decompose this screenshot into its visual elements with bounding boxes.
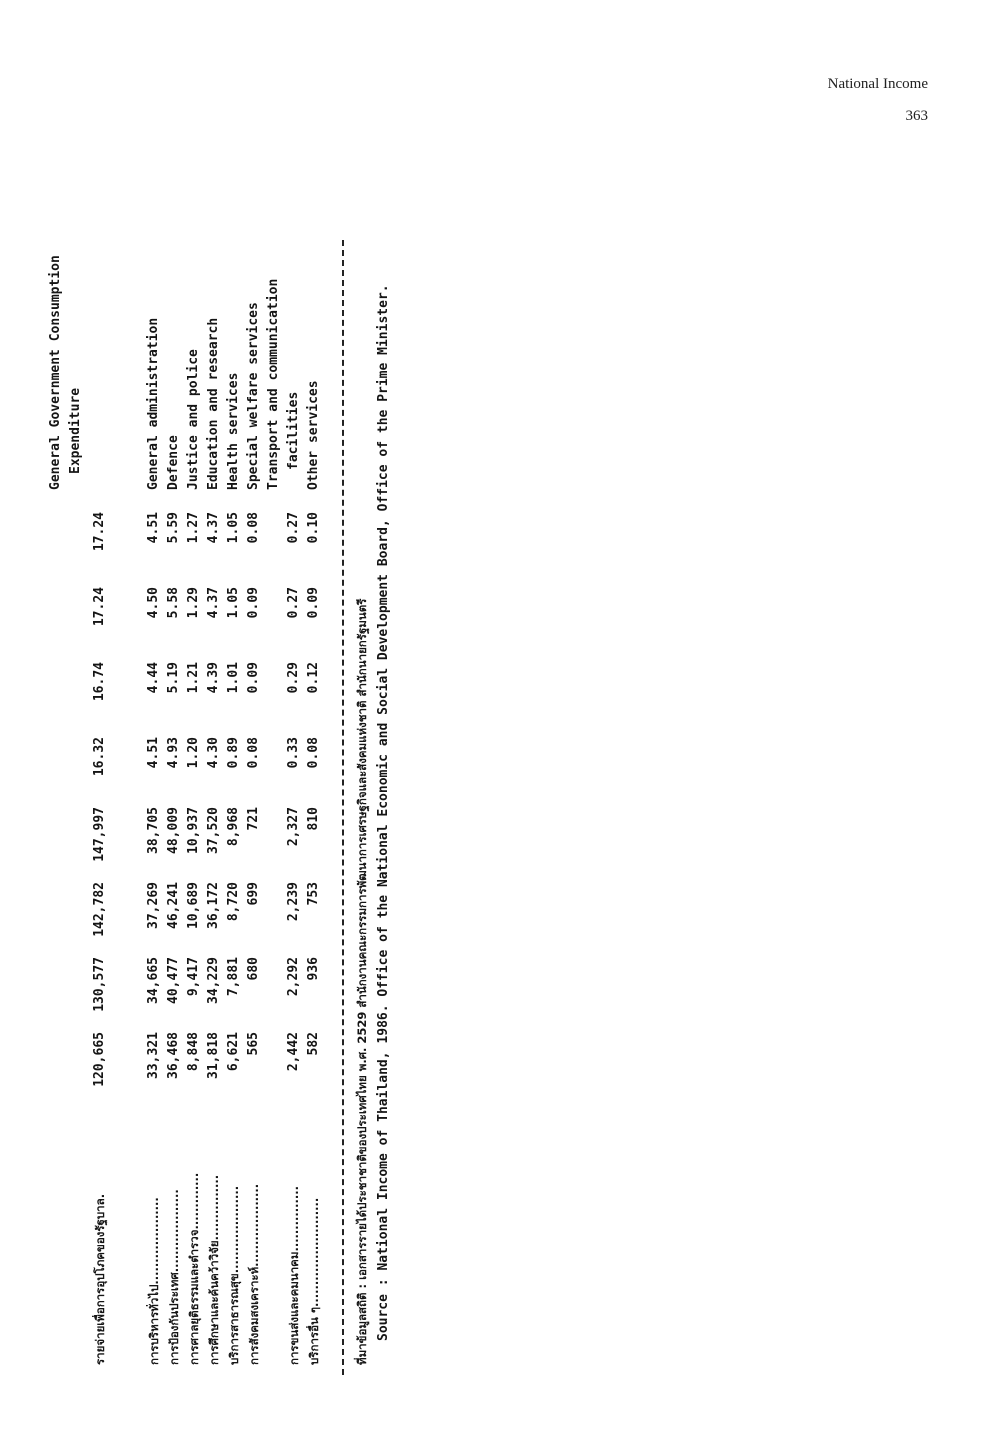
cell: 1.21: [186, 662, 201, 694]
rotated-table: [48, 230, 490, 1365]
cell: 142,782: [92, 882, 107, 937]
cell: 0.89: [226, 737, 241, 769]
cell: 2,327: [286, 807, 301, 847]
cell: 34,665: [146, 957, 161, 1004]
row-label-english: Other services: [306, 380, 321, 490]
table-row: [186, 230, 206, 1365]
table-row-other: [306, 230, 326, 1365]
cell: 699: [246, 882, 261, 906]
cell: 147,997: [92, 807, 107, 862]
cell: 34,229: [206, 957, 221, 1004]
cell: 582: [306, 1032, 321, 1056]
cell: 8,720: [226, 882, 241, 922]
cell: 2,442: [286, 1032, 301, 1072]
cell: 0.08: [246, 512, 261, 544]
cell: 5.58: [166, 587, 181, 619]
cell: 7,881: [226, 957, 241, 997]
cell: 1.05: [226, 587, 241, 619]
footnote-thai: ที่มาข้อมูลสถิติ : เอกสารรายได้ประชาชาติของประเทศไทย พ.ศ. 2529 สำนักงานคณะกรรมการพัฒนาการเศรษฐกิจและสังคมแห่งชาติ สำนักนายกรัฐมนตรี: [355, 598, 369, 1365]
page-number: 363: [905, 108, 928, 124]
cell: 936: [306, 957, 321, 981]
cell: 0.09: [306, 587, 321, 619]
cell: 810: [306, 807, 321, 831]
cell: 4.39: [206, 662, 221, 694]
cell: 0.27: [286, 587, 301, 619]
table-row: [146, 230, 166, 1365]
table-row: [206, 230, 226, 1365]
cell: 0.33: [286, 737, 301, 769]
cell: 5.59: [166, 512, 181, 544]
row-label-thai: รายจ่ายเพื่อการอุปโภคของรัฐบาล.: [93, 1193, 107, 1365]
row-label-thai: บริการอื่น ๆ.........................: [307, 1197, 321, 1365]
row-label-thai: การป้องกันประเทศ...................: [167, 1189, 181, 1365]
cell: 17.24: [92, 587, 107, 627]
row-label-thai: การศึกษาและค้นคว้าวิจัย...............: [207, 1174, 221, 1365]
table-row-transport: [286, 230, 306, 1365]
cell: 4.30: [206, 737, 221, 769]
cell: 2,239: [286, 882, 301, 922]
table-row: [226, 230, 246, 1365]
row-label-thai: การศาลยุติธรรมและตำรวจ.............: [187, 1172, 201, 1365]
cell: 0.12: [306, 662, 321, 694]
row-label-english: General administration: [146, 317, 161, 490]
cell: 120,665: [92, 1032, 107, 1087]
cell: 4.93: [166, 737, 181, 769]
cell: 753: [306, 882, 321, 906]
cell: 37,520: [206, 807, 221, 854]
cell: 48,009: [166, 807, 181, 854]
cell: 680: [246, 957, 261, 981]
cell: 0.10: [306, 512, 321, 544]
table-bottom-rule: [342, 240, 344, 1375]
cell: 1.29: [186, 587, 201, 619]
row-label-thai: การบริหารทั่วไป....................: [147, 1197, 161, 1365]
cell: 0.08: [246, 737, 261, 769]
cell: 17.24: [92, 512, 107, 552]
cell: 36,468: [166, 1032, 181, 1079]
cell: 10,937: [186, 807, 201, 854]
cell: 6,621: [226, 1032, 241, 1072]
table-header-english: [46, 200, 86, 490]
row-label-english: Justice and police: [186, 349, 201, 490]
cell: 10,689: [186, 882, 201, 929]
cell: 31,818: [206, 1032, 221, 1079]
cell: 4.51: [146, 737, 161, 769]
cell: 40,477: [166, 957, 181, 1004]
cell: 0.09: [246, 662, 261, 694]
cell: 4.37: [206, 512, 221, 544]
cell: 1.20: [186, 737, 201, 769]
cell: 4.37: [206, 587, 221, 619]
row-label-english: Defence: [166, 435, 181, 490]
cell: 0.27: [286, 512, 301, 544]
cell: 36,172: [206, 882, 221, 929]
cell: 5.19: [166, 662, 181, 694]
row-label-english: Health services: [226, 372, 241, 490]
table-row-total: [92, 230, 112, 1365]
table-row: [246, 230, 266, 1365]
cell: 9,417: [186, 957, 201, 997]
row-label-english: Education and research: [206, 317, 221, 490]
row-label-english: facilities: [286, 391, 301, 470]
cell: 0.09: [246, 587, 261, 619]
cell: 37,269: [146, 882, 161, 929]
cell: 0.08: [306, 737, 321, 769]
cell: 1.01: [226, 662, 241, 694]
cell: 33,321: [146, 1032, 161, 1079]
cell: 1.27: [186, 512, 201, 544]
running-head: National Income: [827, 76, 928, 92]
header-line-2: Expenditure: [68, 387, 83, 474]
cell: 721: [246, 807, 261, 831]
cell: 8,848: [186, 1032, 201, 1072]
table-row: [166, 230, 186, 1365]
cell: 46,241: [166, 882, 181, 929]
cell: 0.29: [286, 662, 301, 694]
row-label-english: Special welfare services: [246, 302, 261, 490]
row-label-english: Transport and communication: [266, 278, 281, 490]
cell: 8,968: [226, 807, 241, 847]
cell: 4.44: [146, 662, 161, 694]
table-row-transport-label: [266, 230, 286, 1365]
footnote-source: Source : National Income of Thailand, 1986. Office of the National Economic and Social Development Board, Office of the Prime Minister.: [376, 284, 391, 1341]
cell: 2,292: [286, 957, 301, 997]
row-label-thai: การขนส่งและคมนาคม...............: [287, 1186, 301, 1365]
cell: 16.74: [92, 662, 107, 702]
cell: 1.05: [226, 512, 241, 544]
cell: 16.32: [92, 737, 107, 777]
cell: 565: [246, 1032, 261, 1056]
cell: 130,577: [92, 957, 107, 1012]
row-label-thai: การสังคมสงเคราะห์...................: [247, 1183, 261, 1365]
row-label-thai: บริการสาธารณสุข....................: [227, 1185, 241, 1365]
cell: 4.50: [146, 587, 161, 619]
header-line-1: General Government Consumption: [48, 255, 63, 490]
cell: 4.51: [146, 512, 161, 544]
cell: 38,705: [146, 807, 161, 854]
